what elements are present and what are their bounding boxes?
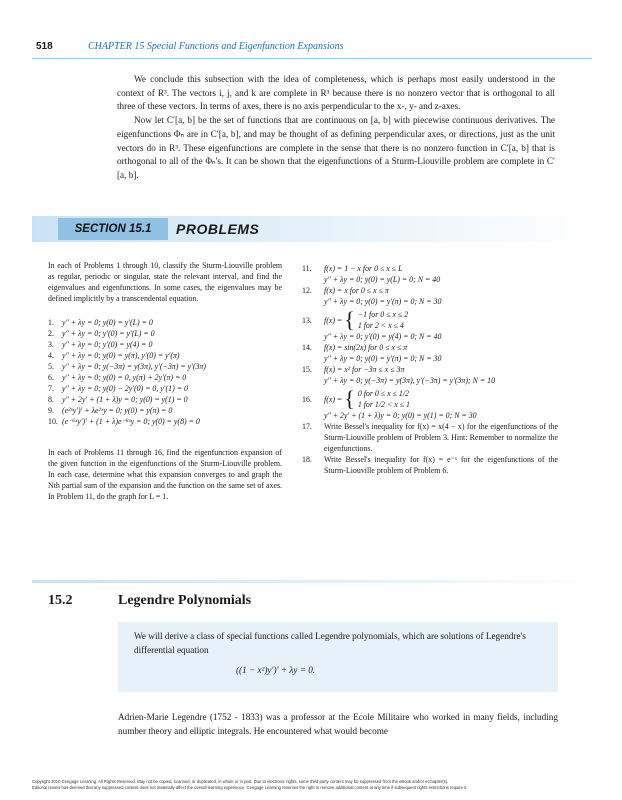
section2-title: Legendre Polynomials: [118, 593, 252, 608]
definition-text: We will derive a class of special functions called Legendre polynomials, which are solutions of Legendre's differential equation: [134, 631, 526, 655]
running-title: CHAPTER 15 Special Functions and Eigenfunction Expansions: [88, 41, 344, 52]
problem-list-1-10: [48, 317, 282, 427]
list-item: 17. Write Bessel's inequality for f(x) = x(4 − x) for the eigenfunctions of the Sturm-Liouville problem of Problem 3. Hint: Remember to normalize the eigenfunctions.: [302, 422, 558, 453]
list-item: 5. y″ + λy = 0; y(−3π) = y(3π), y′(−3π) = y′(3π): [48, 362, 207, 371]
intro-paragraph-2: Now let C′[a, b] be the set of functions that are continuous on [a, b] with piecewise continuous derivatives. The eigenfunctions Φₙ are in C′[a, b], and may be thought of as defining perpendicular axes, or directions, just as the unit vectors do in R³. These eigenfunctions are complete in the sense that there is no nonzero function in C′[a, b] that is orthogonal to all of the Φₙ's. It can be shown that the eigenfunctions of a Sturm-Liouville problem are complete in C′[a, b].: [117, 115, 555, 180]
page-number: 518: [36, 41, 53, 52]
problems-instructions-2: In each of Problems 11 through 16, find the eigenfunction expansion of the given function in the eigenfunctions of the Sturm-Liouville problem. In each case, determine what this expansion converges to and graph the Nth partial sum of the expansion and the function on the same set of axes. In Problem 11, do the graph for L = 1.: [48, 448, 282, 501]
intro-paragraph-1: We conclude this subsection with the idea of completeness, which is perhaps most easily understood in the context of R³. The vectors i, j, and k are complete in R³ because there is no nonzero vector that is orthogonal to all three of these vectors. In terms of axes, there is no axis perpendicular to the x-, y- and z-axes.: [117, 74, 555, 112]
list-item: 4. y″ + λy = 0; y(0) = y(π), y′(0) = y′(π): [48, 351, 180, 360]
legendre-equation: ((1 − x²)y′)′ + λy = 0.: [236, 665, 316, 675]
problems-right-column: [302, 263, 558, 476]
list-item: 6. y″ + λy = 0; y(0) = 0, y(π) + 2y′(π) = 0: [48, 373, 187, 382]
list-item: 7. y″ + λy = 0; y(0) − 2y′(0) = 0, y′(1) = 0: [48, 384, 188, 393]
list-item: 11. f(x) = 1 − x for 0 ≤ x ≤ L y″ + λy = 0; y(0) = y(L) = 0; N = 40: [302, 264, 441, 284]
header-rule: [32, 58, 592, 59]
list-item: 14. f(x) = sin(2x) for 0 ≤ x ≤ π y″ + λy = 0; y(0) = y′(π) = 0; N = 30: [302, 343, 442, 363]
list-item: 18. Write Bessel's inequality for f(x) = e⁻ˣ for the eigenfunctions of the Sturm-Liouville problem of Problem 6.: [302, 455, 558, 475]
problems-left-column: [48, 260, 282, 502]
footer-line-1: Copyright 2010 Cengage Learning. All Rights Reserved. May not be copied, scanned, or duplicated, in whole or in part. Due to electronic rights, some third party content may be suppressed from the eBook and/or eChapter(s).: [32, 779, 449, 784]
intro-text: [117, 73, 555, 183]
section-label: SECTION 15.1: [58, 218, 168, 240]
list-item: 1. y″ + λy = 0; y(0) = y′(L) = 0: [48, 318, 153, 327]
section-title: PROBLEMS: [176, 221, 260, 237]
list-item: 13. f(x) = { −1 for 0 ≤ x ≤ 2 1 for 2 < x ≤ 4 y″ + λy = 0; y′(0) = y(4) = 0; N = 40: [302, 307, 442, 341]
section2-number: 15.2: [48, 593, 73, 608]
section2-body: Adrien-Marie Legendre (1752 - 1833) was a professor at the Ecole Militaire who worked in many fields, including number theory and elliptic integrals. He encountered what would become: [118, 712, 558, 736]
section-divider: [32, 580, 592, 583]
list-item: 16. f(x) = { 0 for 0 ≤ x ≤ 1/2 1 for 1/2 < x ≤ 1 y″ + 2y′ + (1 + λ)y = 0; y(0) = y(1) = 0; N = 30: [302, 386, 477, 420]
list-item: 15. f(x) = x² for −3π ≤ x ≤ 3π y″ + λy = 0; y(−3π) = y(3π), y′(−3π) = y′(3π); N = 10: [302, 365, 496, 385]
list-item: 9. (e²ˣy′)′ + λe²ˣy = 0; y(0) = y(π) = 0: [48, 406, 173, 415]
footer-line-2: Editorial review has deemed that any suppressed content does not materially affect the overall learning experience. Cengage Learning reserves the right to remove additional content at any time if subsequent rights restrictions require it.: [32, 785, 468, 790]
problems-instructions-1: In each of Problems 1 through 10, classify the Sturm-Liouville problem as regular, periodic or singular, state the relevant interval, and find the eigenvalues and eigenfunctions. In some cases, the eigenvalues may be defined implicitly by a transcendental equation.: [48, 261, 282, 303]
list-item: 2. y″ + λy = 0; y′(0) = y′(L) = 0: [48, 329, 155, 338]
list-item: 3. y″ + λy = 0; y′(0) = y(4) = 0: [48, 340, 153, 349]
list-item: 12. f(x) = x for 0 ≤ x ≤ π y″ + λy = 0; y(0) = y′(π) = 0; N = 30: [302, 286, 442, 306]
copyright-footer: [32, 779, 592, 791]
list-item: 10. (e⁻⁶ˣy′)′ + (1 + λ)e⁻⁶ˣy = 0; y(0) = y(8) = 0: [48, 417, 200, 426]
problem-list-11-18: [302, 263, 558, 476]
list-item: 8. y″ + 2y′ + (1 + λ)y = 0; y(0) = y(1) = 0: [48, 395, 188, 404]
